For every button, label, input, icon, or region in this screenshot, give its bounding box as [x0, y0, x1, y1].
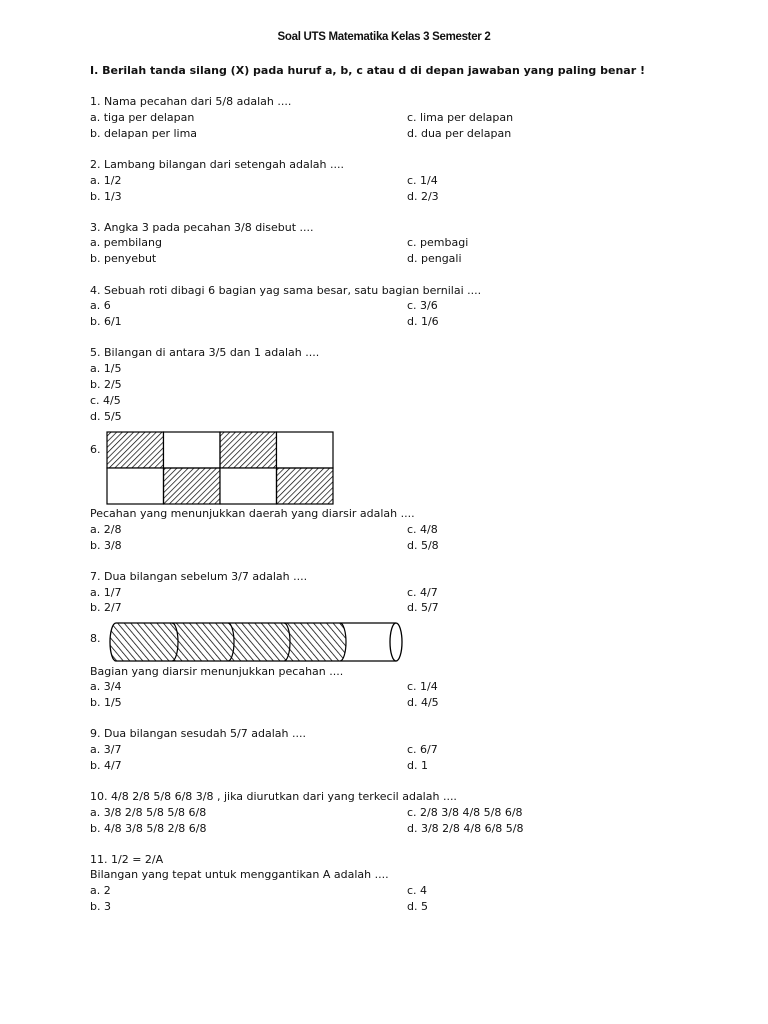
option-8a[interactable]: a. 3/4: [90, 680, 122, 693]
question-8: Bagian yang diarsir menunjukkan pecahan ....: [90, 665, 344, 678]
question-6: Pecahan yang menunjukkan daerah yang diarsir adalah ....: [90, 507, 415, 520]
fraction-grid-figure: [106, 431, 334, 505]
option-1d[interactable]: d. dua per delapan: [407, 127, 512, 140]
grid-cell-empty: [107, 468, 164, 504]
option-9c[interactable]: c. 6/7: [407, 743, 438, 756]
option-7c[interactable]: c. 4/7: [407, 586, 438, 599]
option-5c[interactable]: c. 4/5: [90, 394, 121, 407]
option-5b[interactable]: b. 2/5: [90, 378, 122, 391]
option-2b[interactable]: b. 1/3: [90, 190, 122, 203]
option-1a[interactable]: a. tiga per delapan: [90, 111, 195, 124]
option-7d[interactable]: d. 5/7: [407, 601, 439, 614]
cylinder-shaded-area: [110, 623, 346, 661]
option-7b[interactable]: b. 2/7: [90, 601, 122, 614]
option-6b[interactable]: b. 3/8: [90, 539, 122, 552]
option-8c[interactable]: c. 1/4: [407, 680, 438, 693]
option-11a[interactable]: a. 2: [90, 884, 111, 897]
option-6c[interactable]: c. 4/8: [407, 523, 438, 536]
question-2: 2. Lambang bilangan dari setengah adalah ....: [90, 158, 345, 171]
option-8b[interactable]: b. 1/5: [90, 696, 122, 709]
option-9b[interactable]: b. 4/7: [90, 759, 122, 772]
option-7a[interactable]: a. 1/7: [90, 586, 122, 599]
option-5d[interactable]: d. 5/5: [90, 410, 122, 423]
option-10d[interactable]: d. 3/8 2/8 4/8 6/8 5/8: [407, 822, 524, 835]
option-2c[interactable]: c. 1/4: [407, 174, 438, 187]
grid-cell-shaded: [107, 432, 164, 468]
option-6d[interactable]: d. 5/8: [407, 539, 439, 552]
question-5: 5. Bilangan di antara 3/5 dan 1 adalah ....: [90, 346, 320, 359]
option-4b[interactable]: b. 6/1: [90, 315, 122, 328]
option-11d[interactable]: d. 5: [407, 900, 428, 913]
option-11b[interactable]: b. 3: [90, 900, 111, 913]
option-3c[interactable]: c. pembagi: [407, 236, 469, 249]
option-1b[interactable]: b. delapan per lima: [90, 127, 198, 140]
question-9: 9. Dua bilangan sesudah 5/7 adalah ....: [90, 727, 306, 740]
option-2d[interactable]: d. 2/3: [407, 190, 439, 203]
option-3a[interactable]: a. pembilang: [90, 236, 162, 249]
option-3b[interactable]: b. penyebut: [90, 252, 157, 265]
option-10c[interactable]: c. 2/8 3/8 4/8 5/8 6/8: [407, 806, 523, 819]
question-3: 3. Angka 3 pada pecahan 3/8 disebut ....: [90, 221, 314, 234]
option-10b[interactable]: b. 4/8 3/8 5/8 2/8 6/8: [90, 822, 207, 835]
question-6-number: 6.: [90, 443, 101, 456]
option-4d[interactable]: d. 1/6: [407, 315, 439, 328]
question-4: 4. Sebuah roti dibagi 6 bagian yag sama besar, satu bagian bernilai ....: [90, 284, 482, 297]
option-1c[interactable]: c. lima per delapan: [407, 111, 514, 124]
page-title: Soal UTS Matematika Kelas 3 Semester 2: [277, 31, 491, 43]
question-10: 10. 4/8 2/8 5/8 6/8 3/8 , jika diurutkan dari yang terkecil adalah ....: [90, 790, 457, 803]
option-10a[interactable]: a. 3/8 2/8 5/8 5/8 6/8: [90, 806, 207, 819]
question-7: 7. Dua bilangan sebelum 3/7 adalah ....: [90, 570, 308, 583]
option-5a[interactable]: a. 1/5: [90, 362, 122, 375]
option-3d[interactable]: d. pengali: [407, 252, 462, 265]
grid-cell-shaded: [220, 432, 277, 468]
option-4c[interactable]: c. 3/6: [407, 299, 438, 312]
grid-cell-empty: [220, 468, 277, 504]
cylinder-figure: [108, 620, 408, 664]
grid-cell-empty: [277, 432, 334, 468]
cylinder-right-cap: [390, 623, 402, 661]
option-9a[interactable]: a. 3/7: [90, 743, 122, 756]
option-9d[interactable]: d. 1: [407, 759, 428, 772]
option-11c[interactable]: c. 4: [407, 884, 428, 897]
grid-cell-shaded: [164, 468, 221, 504]
question-11-prompt: Bilangan yang tepat untuk menggantikan A adalah ....: [90, 868, 389, 881]
option-8d[interactable]: d. 4/5: [407, 696, 439, 709]
instruction: I. Berilah tanda silang (X) pada huruf a, b, c atau d di depan jawaban yang paling benar !: [90, 64, 645, 77]
grid-cell-empty: [164, 432, 221, 468]
question-8-number: 8.: [90, 632, 101, 645]
grid-cell-shaded: [277, 468, 334, 504]
option-2a[interactable]: a. 1/2: [90, 174, 122, 187]
option-4a[interactable]: a. 6: [90, 299, 111, 312]
option-6a[interactable]: a. 2/8: [90, 523, 122, 536]
question-1: 1. Nama pecahan dari 5/8 adalah ....: [90, 95, 292, 108]
question-11: 11. 1/2 = 2/A: [90, 853, 164, 866]
